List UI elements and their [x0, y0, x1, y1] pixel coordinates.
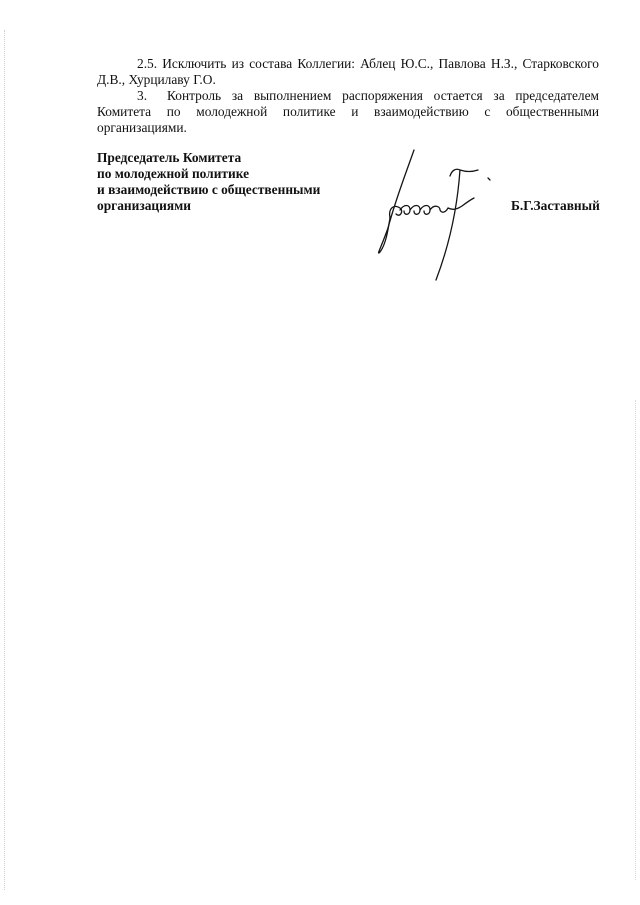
paragraph-3-text: Контроль за выполнением распоряжения остается за председателем Комитета по молодежной политике и взаимодействию с общественными организациями.	[97, 88, 599, 135]
position-line-2: по молодежной политике	[97, 166, 250, 181]
position-line-1: Председатель Комитета	[97, 150, 242, 165]
document-body	[97, 56, 599, 136]
paragraph-3-number: 3.	[137, 88, 148, 103]
paragraph-2-5	[97, 56, 599, 88]
signatory-name: Б.Г.Заставный	[511, 198, 600, 213]
paragraph-3	[97, 88, 599, 136]
position-line-3: и взаимодействию с общественными	[97, 182, 321, 197]
signatory-position	[97, 150, 320, 214]
scan-edge-left	[4, 30, 6, 890]
paragraph-2-5-text: 2.5. Исключить из состава Коллегии: Аблец Ю.С., Павлова Н.З., Старковского Д.В., Хурцилаву Г.О.	[97, 56, 599, 87]
scan-edge-right	[635, 400, 637, 880]
position-line-4: организациями	[97, 198, 191, 213]
handwritten-signature	[366, 148, 506, 288]
